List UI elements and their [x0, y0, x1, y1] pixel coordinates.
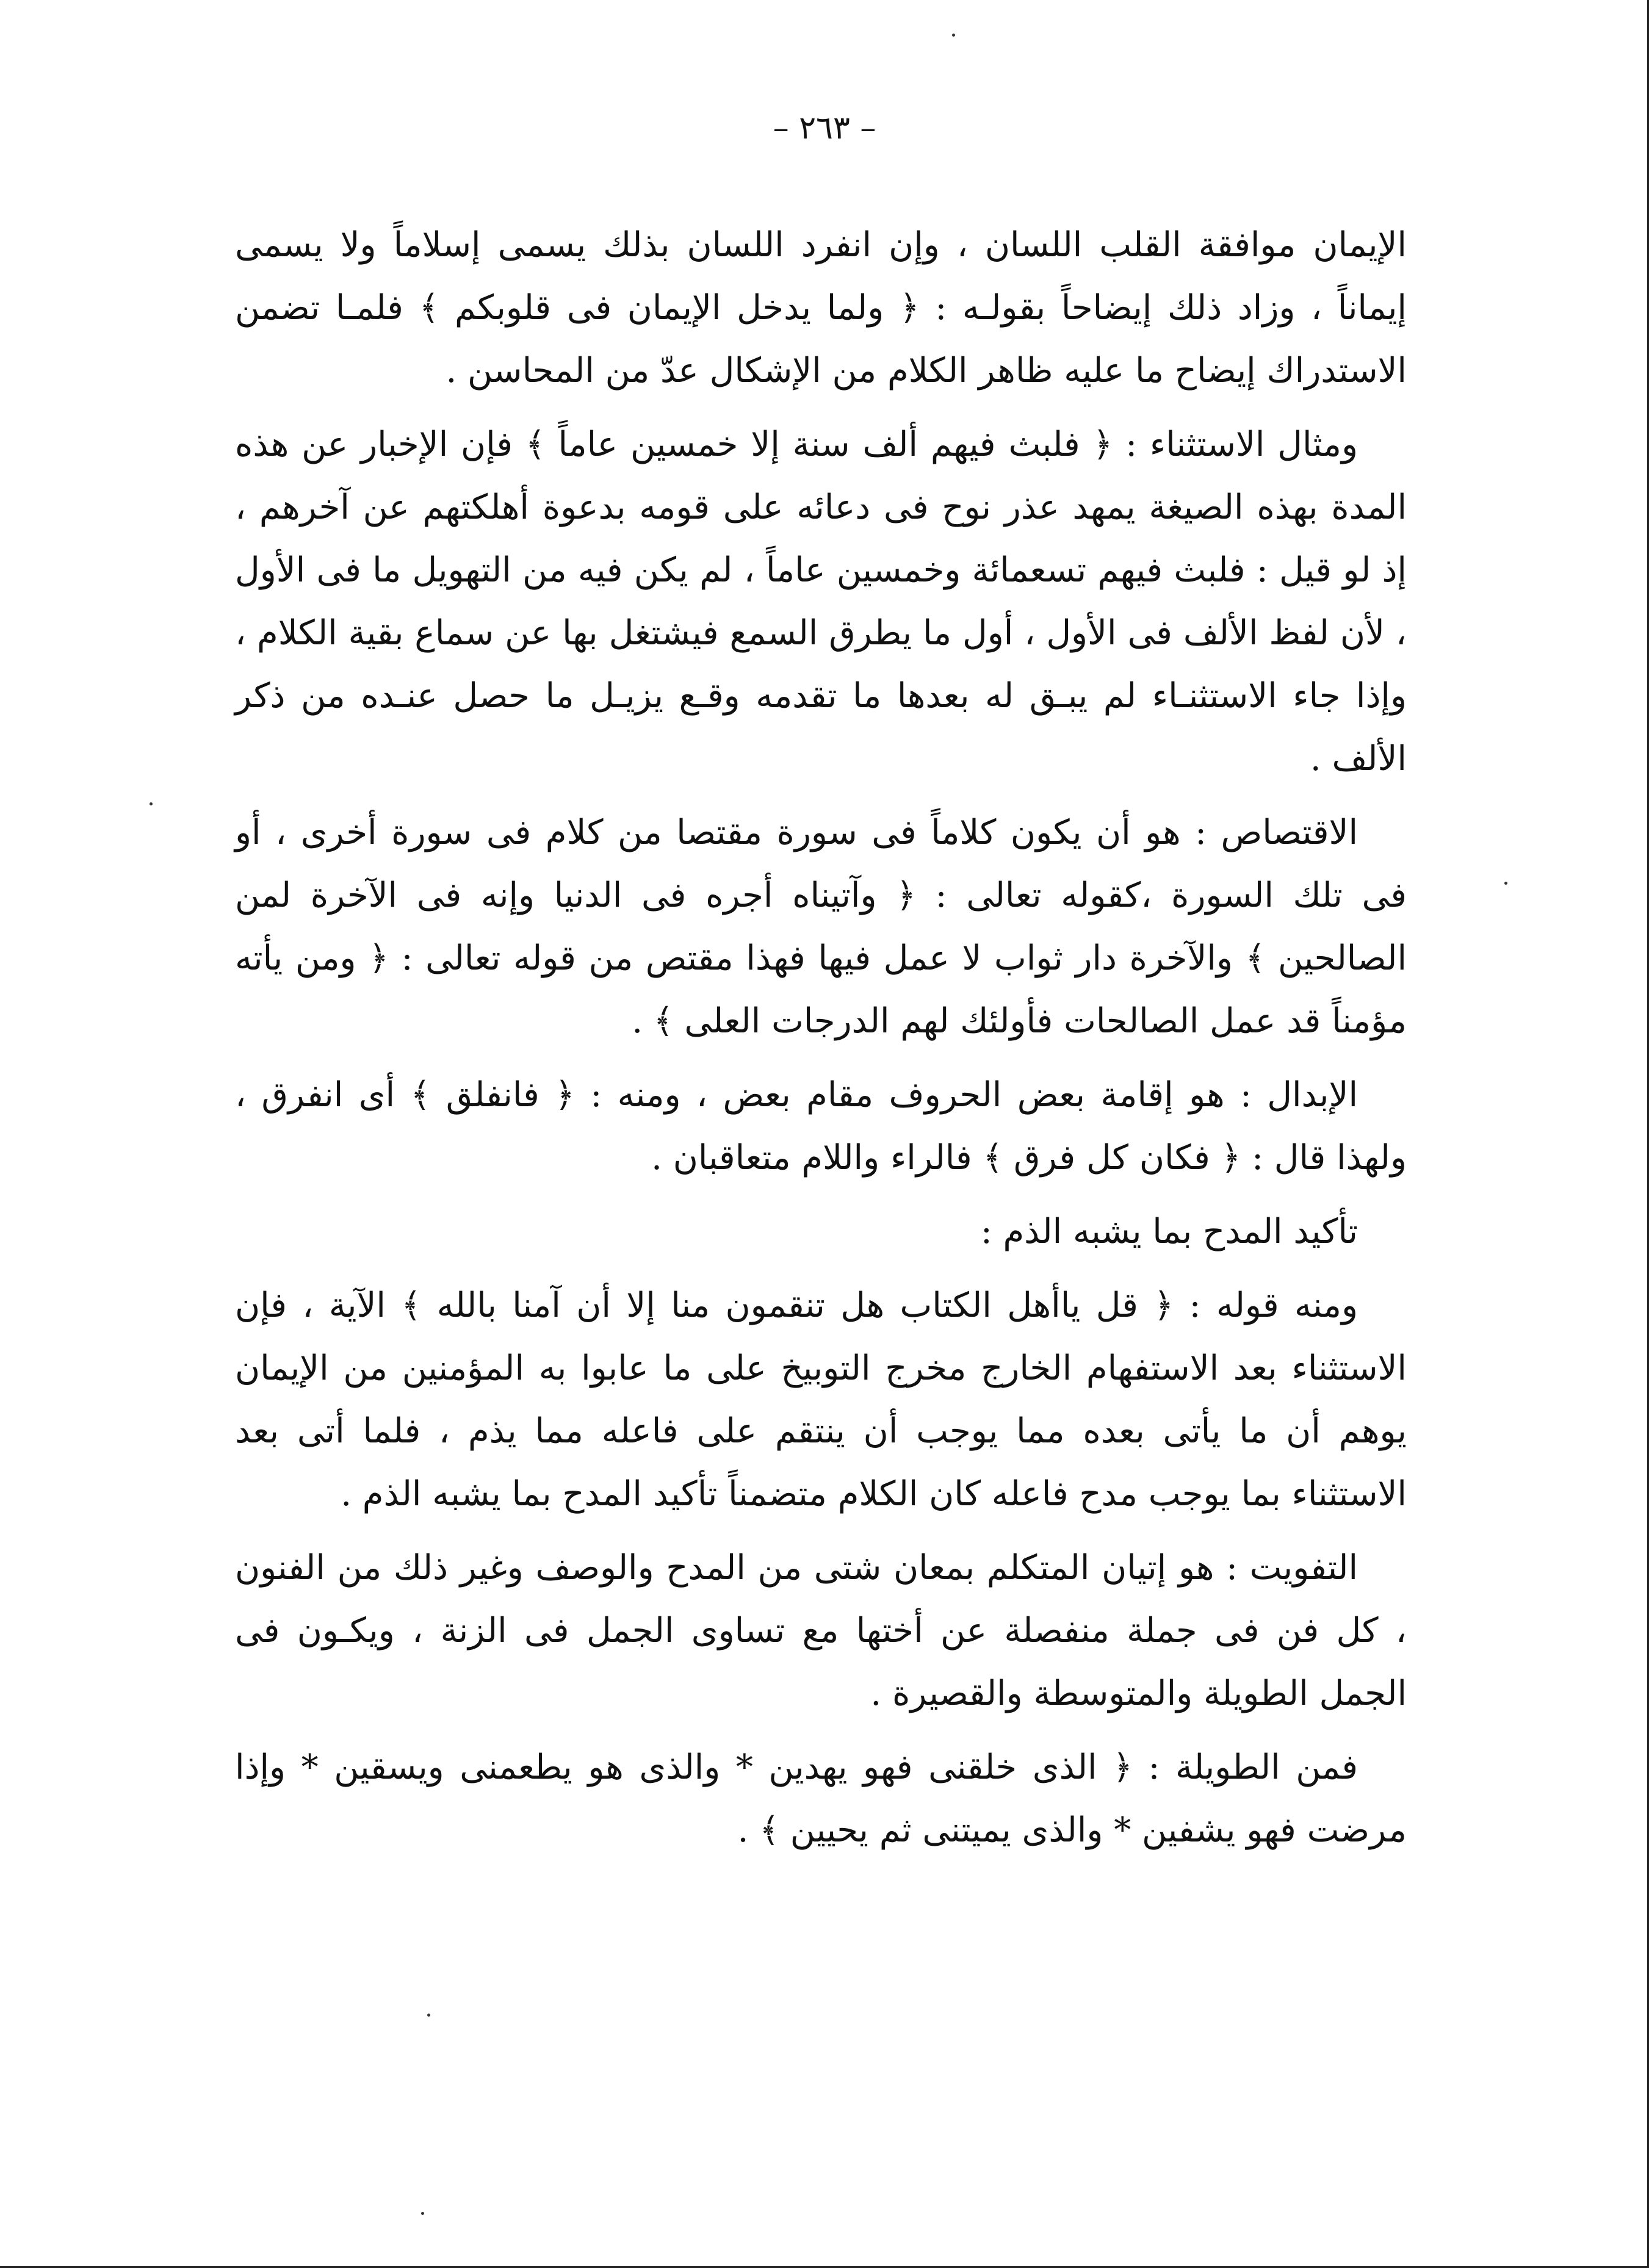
body-text — [235, 214, 1407, 1873]
scan-speck — [421, 2212, 424, 2215]
scan-speck — [952, 34, 955, 37]
paragraph-tafwit: التفويت : هو إتيان المتكلم بمعان شتى من المدح والوصف وغير ذلك من الفنون ، كل فن فى جملة منفصلة عن أختها مع تساوى الجمل فى الزنة ، ويكـون فى الجمل الطويلة والمتوسطة والقصيرة . — [235, 1548, 1407, 1713]
paragraph-istithna-example: ومثال الاستثناء : ﴿ فلبث فيهم ألف سنة إلا خمسين عاماً ﴾ فإن الإخبار عن هذه المدة بهذه الصيغة يمهد عذر نوح فى دعائه على قومه بدعوة أهلكتهم عن آخرهم ، إذ لو قيل : فلبث فيهم تسعمائة وخمسين عاماً ، لم يكن فيه من التهويل ما فى الأول ، لأن لفظ الألف فى الأول ، أول ما يطرق السمع فيشتغل بها عن سماع بقية الكلام ، وإذا جاء الاستثنـاء لم يبـق له بعدها ما تقدمه وقـع يزيـل ما حصل عنـده من ذكر الألف . — [235, 425, 1407, 779]
paragraph-ibdal: الإبدال : هو إقامة بعض الحروف مقام بعض ، ومنه : ﴿ فانفلق ﴾ أى انفرق ، ولهذا قال : ﴿ فكان كل فرق ﴾ فالراء واللام متعاقبان . — [235, 1075, 1407, 1178]
scan-speck — [427, 2014, 430, 2017]
paragraph-tawila-example: فمن الطويلة : ﴿ الذى خلقنى فهو يهدين * والذى هو يطعمنى ويسقين * وإذا مرضت فهو يشفين * والذى يميتنى ثم يحيين ﴾ . — [235, 1748, 1407, 1850]
paragraph-iqtisas: الاقتصاص : هو أن يكون كلاماً فى سورة مقتصا من كلام فى سورة أخرى ، أو فى تلك السورة ،كقوله تعالى : ﴿ وآتيناه أجره فى الدنيا وإنه فى الآخرة لمن الصالحين ﴾ والآخرة دار ثواب لا عمل فيها فهذا مقتص من قوله تعالى : ﴿ ومن يأته مؤمناً قد عمل الصالحات فأولئك لهم الدرجات العلى ﴾ . — [235, 813, 1407, 1041]
scan-speck — [1504, 882, 1507, 885]
paragraph-iman-continuation: الإيمان موافقة القلب اللسان ، وإن انفرد اللسان بذلك يسمى إسلاماً ولا يسمى إيماناً ، وزاد ذلك إيضاحاً بقولـه : ﴿ ولما يدخل الإيمان فى قلوبكم ﴾ فلمـا تضمن الاستدراك إيضاح ما عليه ظاهر الكلام من الإشكال عدّ من المحاسن . — [235, 225, 1407, 391]
section-heading-takid-al-madh: تأكيد المدح بما يشبه الذم : — [980, 1212, 1358, 1251]
page-number: – ٢٦٣ – — [773, 110, 876, 146]
scan-speck — [150, 802, 153, 805]
paragraph-takid-al-madh: ومنه قوله : ﴿ قل ياأهل الكتاب هل تنقمون منا إلا أن آمنا بالله ﴾ الآية ، فإن الاستثناء بعد الاستفهام الخارج مخرج التوبيخ على ما عابوا به المؤمنين من الإيمان يوهم أن ما يأتى بعده مما يوجب أن ينتقم على فاعله مما يذم ، فلما أتى بعد الاستثناء بما يوجب مدح فاعله كان الكلام متضمناً تأكيد المدح بما يشبه الذم . — [235, 1286, 1407, 1514]
